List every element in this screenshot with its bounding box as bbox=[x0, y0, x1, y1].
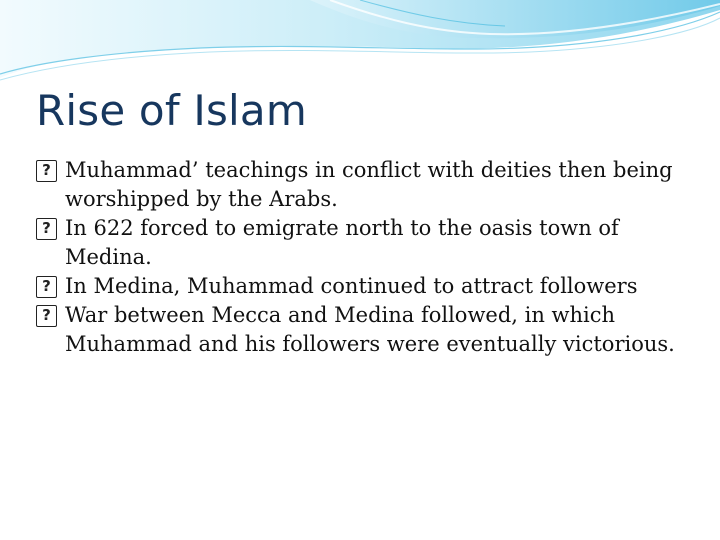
missing-glyph-bullet-icon: ? bbox=[36, 160, 57, 182]
bullet-text: In Medina, Muhammad continued to attract followers bbox=[65, 274, 638, 298]
bullet-text: War between Mecca and Medina followed, in which Muhammad and his followers were eventually victorious. bbox=[65, 303, 675, 356]
bullet-item bbox=[36, 301, 686, 359]
slide-title: Rise of Islam bbox=[36, 86, 307, 135]
missing-glyph-bullet-icon: ? bbox=[36, 218, 57, 240]
bullet-item bbox=[36, 156, 686, 214]
missing-glyph-bullet-icon: ? bbox=[36, 276, 57, 298]
missing-glyph-bullet-icon: ? bbox=[36, 305, 57, 327]
bullet-text: In 622 forced to emigrate north to the oasis town of Medina. bbox=[65, 216, 619, 269]
bullet-list bbox=[36, 156, 686, 359]
bullet-item bbox=[36, 214, 686, 272]
header-wave-decoration bbox=[0, 0, 720, 90]
bullet-item bbox=[36, 272, 686, 301]
bullet-text: Muhammad’ teachings in conflict with deities then being worshipped by the Arabs. bbox=[65, 158, 673, 211]
